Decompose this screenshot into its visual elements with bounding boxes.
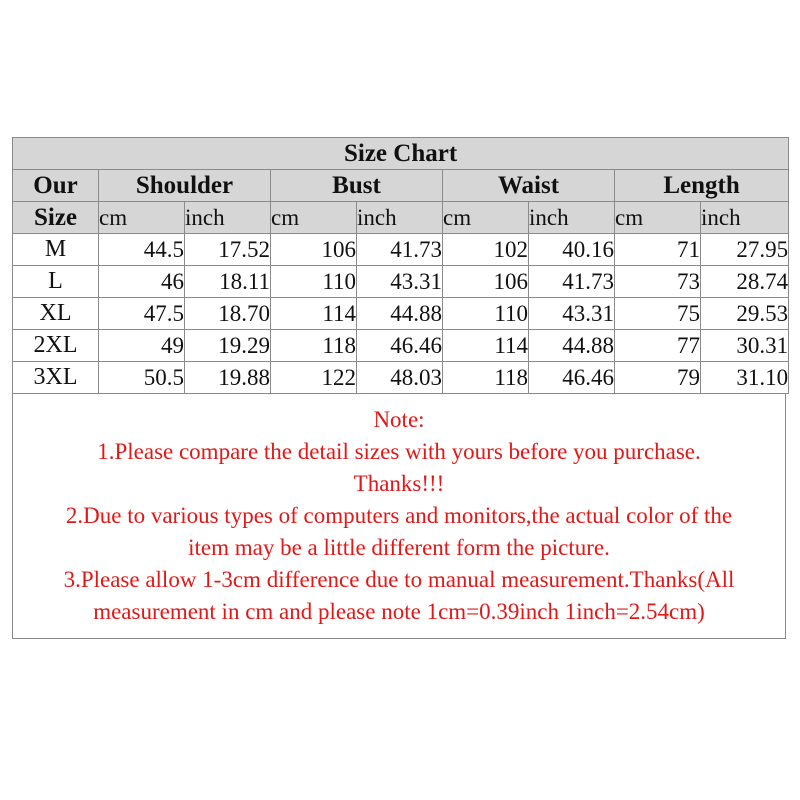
length-cm: 73: [615, 266, 701, 298]
unit-header-row: [13, 202, 789, 234]
shoulder-cm: 44.5: [99, 234, 185, 266]
shoulder-cm: 46: [99, 266, 185, 298]
note-line: 2.Due to various types of computers and monitors,the actual color of the: [65, 503, 733, 528]
unit-cm: cm: [99, 202, 185, 234]
bust-cm: 114: [271, 298, 357, 330]
unit-inch: inch: [357, 202, 443, 234]
note-line: measurement in cm and please note 1cm=0.39inch 1inch=2.54cm): [93, 599, 705, 624]
length-inch: 29.53: [701, 298, 789, 330]
length-cm: 77: [615, 330, 701, 362]
notes-box: [12, 394, 786, 639]
length-inch: 31.10: [701, 362, 789, 394]
size-label: XL: [13, 298, 99, 330]
size-label: M: [13, 234, 99, 266]
table-row: [13, 330, 789, 362]
length-inch: 28.74: [701, 266, 789, 298]
unit-inch: inch: [529, 202, 615, 234]
shoulder-cm: 47.5: [99, 298, 185, 330]
waist-header: Waist: [443, 170, 615, 202]
unit-cm: cm: [615, 202, 701, 234]
title-row: [13, 138, 789, 170]
bust-inch: 41.73: [357, 234, 443, 266]
size-label: 2XL: [13, 330, 99, 362]
length-inch: 30.31: [701, 330, 789, 362]
table-row: [13, 266, 789, 298]
unit-inch: inch: [701, 202, 789, 234]
note-line: 1.Please compare the detail sizes with yours before you purchase.: [97, 439, 701, 464]
waist-cm: 102: [443, 234, 529, 266]
shoulder-cm: 49: [99, 330, 185, 362]
waist-inch: 43.31: [529, 298, 615, 330]
table-row: [13, 234, 789, 266]
size-chart: [12, 137, 788, 639]
unit-cm: cm: [443, 202, 529, 234]
bust-inch: 43.31: [357, 266, 443, 298]
table-row: [13, 298, 789, 330]
length-cm: 71: [615, 234, 701, 266]
size-label: 3XL: [13, 362, 99, 394]
waist-inch: 40.16: [529, 234, 615, 266]
shoulder-inch: 17.52: [185, 234, 271, 266]
bust-cm: 106: [271, 234, 357, 266]
bust-inch: 46.46: [357, 330, 443, 362]
shoulder-inch: 18.70: [185, 298, 271, 330]
bust-cm: 118: [271, 330, 357, 362]
note-line: Thanks!!!: [353, 471, 445, 496]
size-table: [12, 137, 789, 394]
shoulder-inch: 18.11: [185, 266, 271, 298]
length-inch: 27.95: [701, 234, 789, 266]
waist-inch: 44.88: [529, 330, 615, 362]
waist-inch: 41.73: [529, 266, 615, 298]
waist-cm: 118: [443, 362, 529, 394]
shoulder-inch: 19.88: [185, 362, 271, 394]
unit-inch: inch: [185, 202, 271, 234]
waist-cm: 106: [443, 266, 529, 298]
shoulder-inch: 19.29: [185, 330, 271, 362]
group-header-row: [13, 170, 789, 202]
size-header-top: Our: [13, 170, 99, 202]
note-heading: Note:: [373, 407, 425, 432]
bust-header: Bust: [271, 170, 443, 202]
size-header-bottom: Size: [13, 202, 99, 234]
shoulder-header: Shoulder: [99, 170, 271, 202]
length-cm: 79: [615, 362, 701, 394]
chart-title: Size Chart: [13, 138, 789, 170]
length-cm: 75: [615, 298, 701, 330]
size-label: L: [13, 266, 99, 298]
note-line: item may be a little different form the picture.: [188, 535, 610, 560]
unit-cm: cm: [271, 202, 357, 234]
length-header: Length: [615, 170, 789, 202]
bust-inch: 44.88: [357, 298, 443, 330]
bust-cm: 110: [271, 266, 357, 298]
waist-cm: 110: [443, 298, 529, 330]
note-line: 3.Please allow 1-3cm difference due to manual measurement.Thanks(All: [63, 567, 735, 592]
bust-cm: 122: [271, 362, 357, 394]
waist-inch: 46.46: [529, 362, 615, 394]
table-row: [13, 362, 789, 394]
shoulder-cm: 50.5: [99, 362, 185, 394]
bust-inch: 48.03: [357, 362, 443, 394]
waist-cm: 114: [443, 330, 529, 362]
